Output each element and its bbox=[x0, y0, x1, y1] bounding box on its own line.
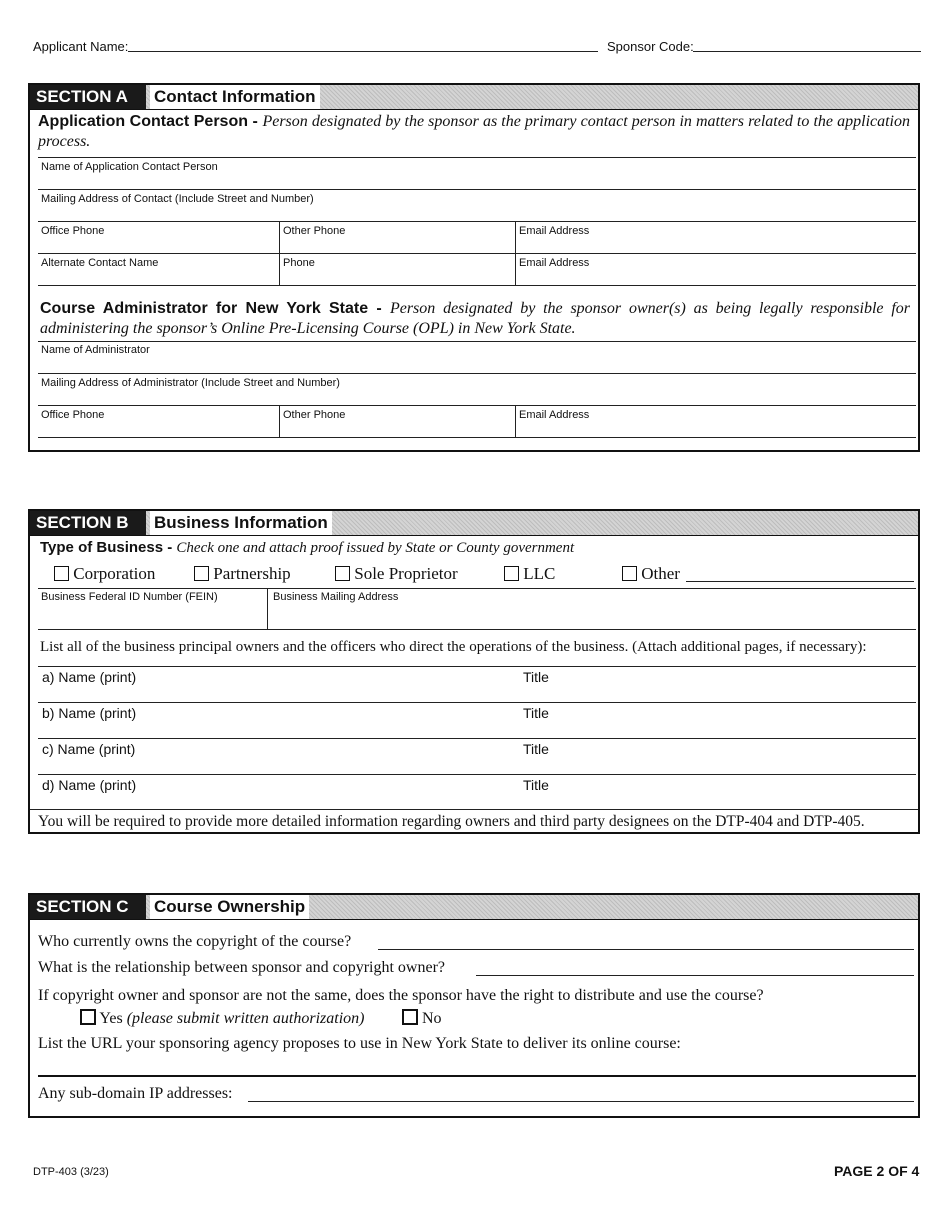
admin-name-label: Name of Administrator bbox=[41, 344, 150, 356]
contact-name-label: Name of Application Contact Person bbox=[41, 161, 218, 173]
owner-b-title-label: Title bbox=[523, 705, 549, 721]
subdomain-ip-field[interactable] bbox=[248, 1101, 914, 1102]
business-mailing-field[interactable] bbox=[268, 589, 916, 629]
section-a-header bbox=[30, 85, 918, 110]
option-sole-proprietor[interactable]: Sole Proprietor bbox=[335, 564, 458, 584]
alt-phone-label: Phone bbox=[283, 257, 315, 269]
admin-mailing-label: Mailing Address of Administrator (Include Street and Number) bbox=[41, 377, 340, 389]
owner-d-name-label: d) Name (print) bbox=[42, 777, 137, 793]
section-b-tag: SECTION B bbox=[30, 511, 146, 535]
section-a-title: Contact Information bbox=[150, 85, 320, 109]
contact-mailing-field[interactable] bbox=[38, 190, 916, 220]
owners-intro: List all of the business principal owners and the officers who direct the operations of the business. (Attach additional pages, if necessary): bbox=[40, 639, 867, 655]
sole-proprietor-checkbox[interactable] bbox=[335, 566, 350, 581]
section-b-title: Business Information bbox=[150, 511, 332, 535]
type-of-business-heading: Type of Business - Check one and attach proof issued by State or County government bbox=[40, 539, 575, 556]
other-checkbox[interactable] bbox=[622, 566, 637, 581]
section-c-header bbox=[30, 895, 918, 920]
section-a bbox=[28, 83, 920, 452]
contact-name-field[interactable] bbox=[38, 158, 916, 188]
sponsor-code-field[interactable] bbox=[693, 51, 921, 52]
owner-a-title-label: Title bbox=[523, 669, 549, 685]
fein-field[interactable] bbox=[38, 589, 266, 629]
option-llc[interactable]: LLC bbox=[504, 564, 555, 584]
admin-mailing-field[interactable] bbox=[38, 374, 916, 404]
owners-footer-note: You will be required to provide more detailed information regarding owners and third party designees on the DTP-404 and DTP-405. bbox=[38, 813, 865, 830]
page-number: PAGE 2 OF 4 bbox=[834, 1163, 920, 1179]
owner-a-name-label: a) Name (print) bbox=[42, 669, 137, 685]
fein-label: Business Federal ID Number (FEIN) bbox=[41, 591, 218, 603]
section-b bbox=[28, 509, 920, 834]
copyright-owner-field[interactable] bbox=[378, 949, 914, 950]
yes-checkbox[interactable] bbox=[80, 1009, 96, 1025]
contact-other-phone-label: Other Phone bbox=[283, 225, 346, 237]
q-subdomain-ip: Any sub-domain IP addresses: bbox=[38, 1085, 233, 1102]
admin-name-field[interactable] bbox=[38, 342, 916, 372]
contact-mailing-label: Mailing Address of Contact (Include Street and Number) bbox=[41, 193, 314, 205]
owner-b-name-label: b) Name (print) bbox=[42, 705, 137, 721]
section-c bbox=[28, 893, 920, 1118]
applicant-name-label: Applicant Name: bbox=[33, 39, 129, 54]
q-relationship: What is the relationship between sponsor and copyright owner? bbox=[38, 959, 445, 976]
form-id: DTP-403 (3/23) bbox=[33, 1166, 109, 1178]
admin-other-phone-label: Other Phone bbox=[283, 409, 346, 421]
q-distribution-rights: If copyright owner and sponsor are not the same, does the sponsor have the right to distribute and use the course? bbox=[38, 987, 764, 1004]
alt-email-label: Email Address bbox=[519, 257, 590, 269]
q-course-url: List the URL your sponsoring agency proposes to use in New York State to deliver its online course: bbox=[38, 1035, 681, 1052]
administrator-heading: Course Administrator for New York State - Person designated by the sponsor owner(s) as being legally responsible for administering the sponsor’s Online Pre-Licensing Course (OPL) in New York State. bbox=[40, 300, 911, 337]
corporation-checkbox[interactable] bbox=[54, 566, 69, 581]
owner-c-title-label: Title bbox=[523, 741, 549, 757]
contact-office-phone-label: Office Phone bbox=[41, 225, 105, 237]
option-other[interactable]: Other bbox=[622, 564, 680, 584]
section-b-header bbox=[30, 511, 918, 536]
partnership-checkbox[interactable] bbox=[194, 566, 209, 581]
llc-checkbox[interactable] bbox=[504, 566, 519, 581]
yes-option[interactable]: Yes (please submit written authorization) bbox=[80, 1009, 364, 1028]
owner-d-title-label: Title bbox=[523, 777, 549, 793]
applicant-name-field[interactable] bbox=[128, 51, 598, 52]
q-copyright-owner: Who currently owns the copyright of the course? bbox=[38, 933, 352, 950]
alt-contact-name-label: Alternate Contact Name bbox=[41, 257, 159, 269]
sponsor-code-label: Sponsor Code: bbox=[607, 39, 694, 54]
option-corporation[interactable]: Corporation bbox=[54, 564, 155, 584]
section-c-tag: SECTION C bbox=[30, 895, 146, 919]
no-option[interactable]: No bbox=[402, 1009, 442, 1028]
admin-office-phone-label: Office Phone bbox=[41, 409, 105, 421]
other-specify-field[interactable] bbox=[686, 581, 914, 582]
relationship-field[interactable] bbox=[476, 975, 914, 976]
course-url-field[interactable] bbox=[38, 1075, 916, 1077]
no-checkbox[interactable] bbox=[402, 1009, 418, 1025]
contact-email-label: Email Address bbox=[519, 225, 590, 237]
owner-c-name-label: c) Name (print) bbox=[42, 741, 136, 757]
option-partnership[interactable]: Partnership bbox=[194, 564, 291, 584]
section-a-tag: SECTION A bbox=[30, 85, 146, 109]
section-c-title: Course Ownership bbox=[150, 895, 309, 919]
contact-person-heading: Application Contact Person - Person designated by the sponsor as the primary contact person in matters related to the application process. bbox=[38, 113, 911, 150]
business-mailing-label: Business Mailing Address bbox=[273, 591, 399, 603]
admin-email-label: Email Address bbox=[519, 409, 590, 421]
